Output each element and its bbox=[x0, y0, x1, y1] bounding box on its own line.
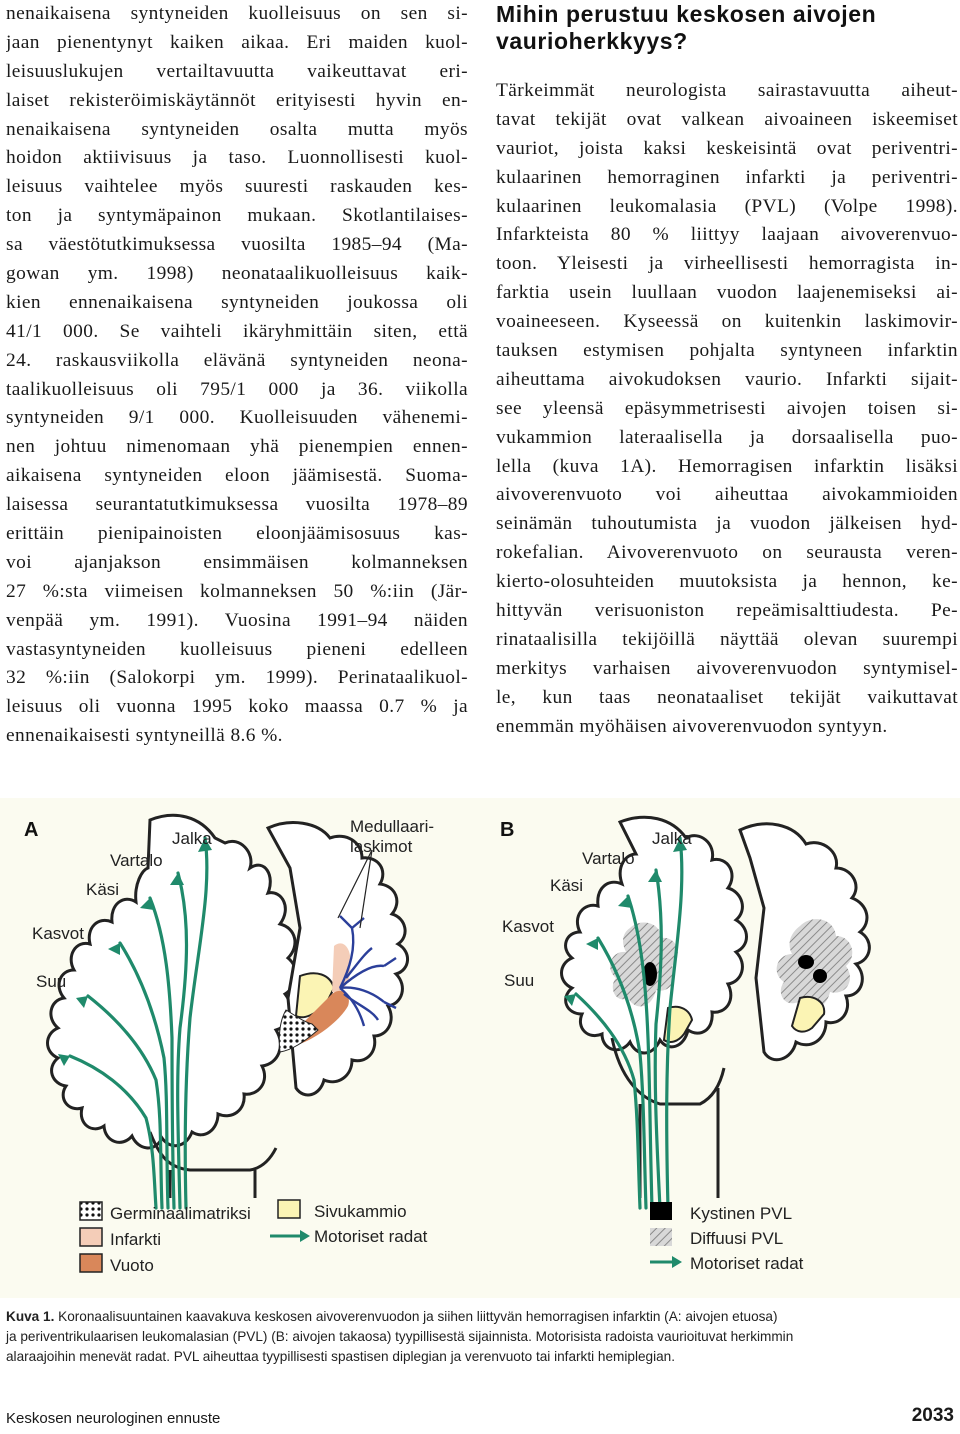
text-line: le, kun taas neonataaliset tekijät vaikuttavat bbox=[496, 686, 958, 708]
panel-a-label-jalka: Jalka bbox=[172, 829, 212, 848]
text-line: vauriot, joista kaksi keskeisintä ovat periventri- bbox=[496, 137, 958, 159]
text-line: 32 %:iin (Salokorpi ym. 1999). Perinataalikuol- bbox=[6, 667, 468, 689]
left-text-column bbox=[6, 0, 468, 751]
text-line: vukammion lateraalisella ja dorsaalisella puo- bbox=[496, 426, 958, 448]
caption-label: Kuva 1. bbox=[6, 1309, 55, 1324]
panel-b-label-jalka: Jalka bbox=[652, 829, 692, 848]
text-line: taalikuolleisuus oli 795/1 000 ja 36. viikolla bbox=[6, 378, 468, 400]
legend-mid bbox=[270, 1200, 428, 1246]
text-line: kulaarinen leukomalasia (PVL) (Volpe 1998). bbox=[496, 195, 958, 217]
text-line: seinämän tuhoutumista ja vuodon jälkeisen hyd- bbox=[496, 513, 958, 535]
callout-line-1: Medullaari- bbox=[350, 817, 435, 836]
figure-1 bbox=[0, 798, 960, 1298]
text-line: leisuus oli vuonna 1995 koko maassa 0.7 % ja bbox=[6, 696, 468, 718]
text-line: tauksen estymisen pohjalta syntyneen infarktin bbox=[496, 340, 958, 362]
caption-text: Koronaalisuuntainen kaavakuva keskosen aivoverenvuodon ja siihen liittyvän hemorragisen infarktin (A: aivojen etuosa) bbox=[58, 1309, 778, 1324]
panel-b-label-suu: Suu bbox=[504, 971, 535, 990]
text-line: tavat tekijät ovat valkean aivoaineen iskeemiset bbox=[496, 108, 958, 130]
legend-swatch-ventricle bbox=[278, 1200, 300, 1218]
text-line: aikaisena syntyneiden eloon jäämisestä. Suoma- bbox=[6, 465, 468, 487]
text-line: nenaikaisena syntyneiden kuolleisuus on sen si- bbox=[6, 3, 468, 24]
text-line: 24. raskausviikolla elävänä syntyneiden neona- bbox=[6, 349, 468, 371]
text-line: hittyvän verisuoniston repeämisalttiudesta. Pe- bbox=[496, 600, 958, 622]
brain-diagram bbox=[0, 798, 960, 1298]
panel-b-label-vartalo: Vartalo bbox=[582, 849, 635, 868]
arrow-icon bbox=[672, 1256, 682, 1268]
caption-line: ja periventrikulaarisen leukomalasian (PVL) (B: aivojen takaosa) tyypillisestä sijainnista. Motorisista radoista vaurioituvat herkimmin bbox=[6, 1329, 794, 1344]
legend-swatch-germinal bbox=[80, 1202, 102, 1220]
text-line: voi ajanjakson ensimmäisen kolmanneksen bbox=[6, 551, 468, 573]
arrow-icon bbox=[300, 1230, 310, 1242]
text-line: aivoverenvuoto voi aiheuttaa aivokammioiden bbox=[496, 484, 958, 506]
text-line: rokefalian. Aivoverenvuoto on seurausta veren- bbox=[496, 542, 958, 564]
legend-cystic: Kystinen PVL bbox=[690, 1204, 793, 1223]
text-line: lella (kuva 1A). Hemorragisen infarktin lisäksi bbox=[496, 455, 958, 477]
caption-line bbox=[6, 1307, 956, 1327]
text-line: laisessa seurantatutkimuksessa vuosilta 1978–89 bbox=[6, 494, 468, 516]
panel-b-label-kasi: Käsi bbox=[550, 876, 584, 895]
panel-b-label-kasvot: Kasvot bbox=[502, 917, 554, 936]
legend-a bbox=[80, 1202, 251, 1275]
figure-caption bbox=[6, 1307, 956, 1367]
legend-swatch-diffuse bbox=[650, 1228, 672, 1246]
section-heading bbox=[496, 1, 958, 55]
text-line: see yleensä epäsymmetrisesti aivojen toisen si- bbox=[496, 397, 958, 419]
legend-bleed: Vuoto bbox=[110, 1256, 154, 1275]
heading-line: Mihin perustuu keskosen aivojen bbox=[496, 1, 877, 27]
legend-b bbox=[650, 1202, 804, 1273]
text-line: enemmän myöhäisen aivoverenvuodon syntyyn. bbox=[496, 715, 888, 737]
text-line: Infarkteista 80 % liittyy laajaan aivoverenvuo- bbox=[496, 224, 958, 246]
text-line: toon. Yleisesti ja virheellisesti hemorragista in- bbox=[496, 253, 958, 275]
text-line: syntyneiden 9/1 000. Kuolleisuuden vähenemi- bbox=[6, 407, 468, 429]
caption-line: alaraajoihin menevät radat. PVL aiheuttaa tyypillisesti spastisen diplegian ja verenvuoto tai infarkti hemiplegian. bbox=[6, 1349, 676, 1364]
panel-a-label-kasi: Käsi bbox=[86, 880, 120, 899]
legend-ventricle: Sivukammio bbox=[314, 1202, 407, 1221]
text-line: Tärkeimmät neurologista sairastavuutta aiheut- bbox=[496, 80, 958, 101]
text-line: kien ennenaikaisena syntyneiden joukossa oli bbox=[6, 291, 468, 313]
right-paragraph bbox=[496, 77, 958, 741]
text-line: nen johtuu nimenomaan yhä pienempien ennen- bbox=[6, 436, 468, 458]
panel-b-letter: B bbox=[500, 819, 515, 841]
right-text-column bbox=[496, 0, 958, 741]
text-line: gowan ym. 1998) neonataalikuolleisuus kaik- bbox=[6, 263, 468, 285]
text-line: erittäin pienipainoisten eloonjäämisosuus kas- bbox=[6, 523, 468, 545]
panel-a-label-kasvot: Kasvot bbox=[32, 924, 84, 943]
legend-swatch-bleed bbox=[80, 1254, 102, 1272]
text-line: 41/1 000. Se vaihteli ikäryhmittäin siten, että bbox=[6, 320, 468, 342]
text-line: nenaikaisena syntyneiden osalta mutta myös bbox=[6, 118, 468, 140]
text-line: jaan pienentynyt kaiken aikaa. Eri maiden kuol- bbox=[6, 31, 468, 53]
text-line: leisuuslukujen vertailtavuutta vaikeuttavat eri- bbox=[6, 60, 468, 82]
legend-swatch-infarct bbox=[80, 1228, 102, 1246]
legend-infarct: Infarkti bbox=[110, 1230, 162, 1249]
panel-a-label-vartalo: Vartalo bbox=[110, 851, 163, 870]
callout-line-2: laskimot bbox=[350, 837, 413, 856]
running-footer-title: Keskosen neurologinen ennuste bbox=[6, 1410, 221, 1427]
page-number: 2033 bbox=[911, 1405, 954, 1426]
text-line: 27 %:sta viimeisen kolmanneksen 50 %:iin (Jär- bbox=[6, 580, 468, 602]
legend-swatch-cystic bbox=[650, 1202, 672, 1220]
text-line: vastasyntyneiden kuolleisuus pieneni edelleen bbox=[6, 638, 468, 660]
text-line: voaineeseen. Kyseessä on kuitenkin laskimovir- bbox=[496, 311, 958, 333]
text-line: venpää ym. 1991). Vuosina 1991–94 näiden bbox=[6, 609, 468, 631]
text-line: leisuus vaihtelee myös suuresti raskauden kes- bbox=[6, 176, 468, 198]
text-line: farktia usein luullaan vuodon laajenemiseksi ai- bbox=[496, 282, 958, 304]
panel-a-letter: A bbox=[24, 819, 39, 841]
legend-tracts-a: Motoriset radat bbox=[314, 1227, 428, 1246]
text-line: kulaarinen hemorraginen infarkti ja periventri- bbox=[496, 166, 958, 188]
legend-germinal: Germinaalimatriksi bbox=[110, 1204, 251, 1223]
text-line: aiheuttama aivokudoksen vaurio. Infarkti sijait- bbox=[496, 368, 958, 390]
text-line: kierto-olosuhteiden muutoksista ja hennon, ke- bbox=[496, 571, 958, 593]
text-line: ennenaikaisesti syntyneillä 8.6 %. bbox=[6, 725, 283, 747]
text-line: hoidon aktiivisuus ja taso. Luonnollisesti kuol- bbox=[6, 147, 468, 169]
text-line: rinataalisilla tekijöillä näyttää olevan suurempi bbox=[496, 628, 958, 650]
text-line: laiset rekisteröimiskäytännöt erityisesti hyvin en- bbox=[6, 89, 468, 111]
legend-diffuse: Diffuusi PVL bbox=[690, 1229, 784, 1248]
legend-tracts-b: Motoriset radat bbox=[690, 1254, 804, 1273]
panel-a-label-suu: Suu bbox=[36, 972, 67, 991]
text-line: sa väestötutkimuksessa vuosilta 1985–94 (Ma- bbox=[6, 234, 468, 256]
text-line: merkitys varhaisen aivoverenvuodon syntymisel- bbox=[496, 657, 958, 679]
heading-line: vaurioherkkyys? bbox=[496, 28, 688, 54]
text-line: ton ja syntymäpainon mukaan. Skotlantilaises- bbox=[6, 205, 468, 227]
